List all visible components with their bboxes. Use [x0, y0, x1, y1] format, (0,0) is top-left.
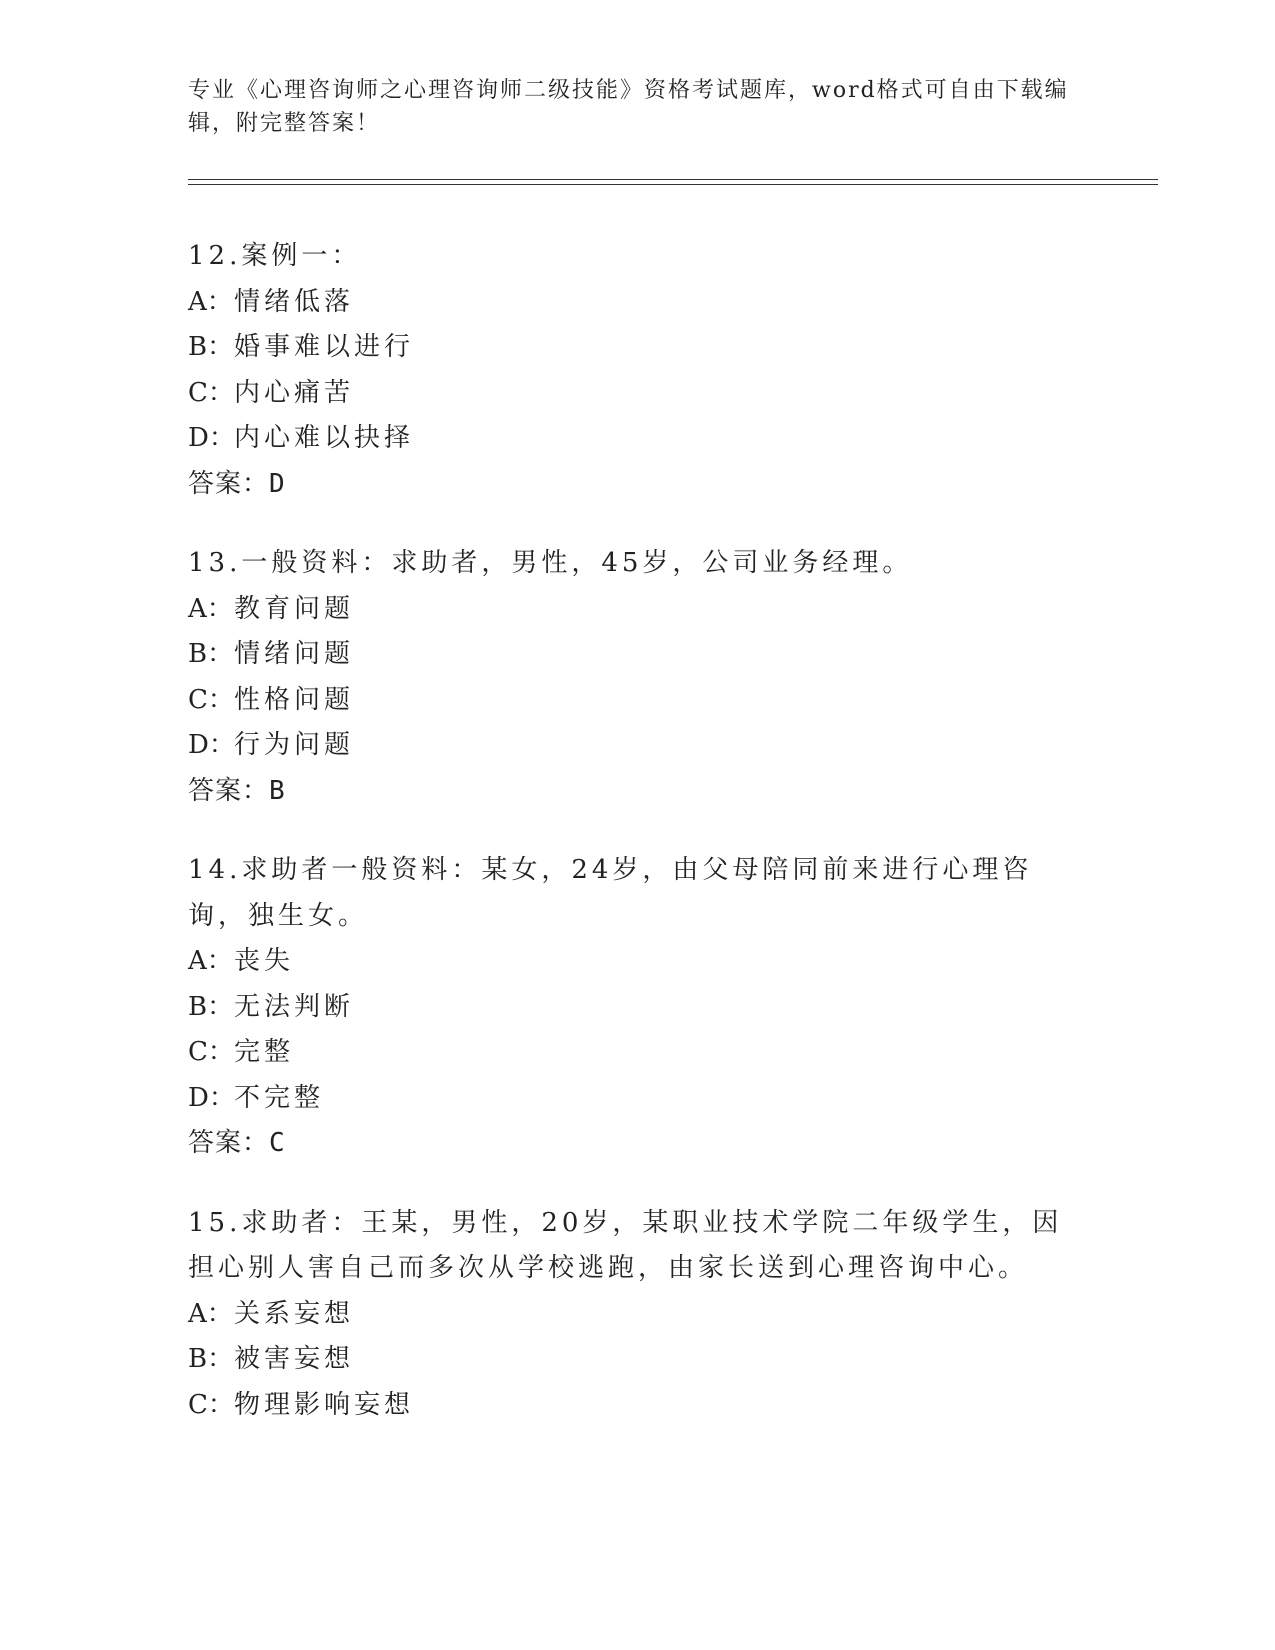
option-key: B：: [188, 332, 234, 362]
option-b: [188, 1337, 1088, 1383]
option-key: A：: [188, 286, 233, 317]
question-stem: 13.一般资料：求助者，男性，45岁，公司业务经理。: [188, 548, 913, 578]
header-divider-top: [188, 179, 1158, 180]
option-text: 丧失: [234, 946, 295, 976]
option-key: B：: [188, 1344, 234, 1374]
option-a: [188, 587, 1088, 633]
question-stem: 12.案例一：: [188, 241, 362, 271]
answer-label: 答案：: [188, 1128, 270, 1158]
option-text: 情绪问题: [234, 639, 355, 669]
option-key: C：: [188, 1037, 234, 1067]
option-a: [188, 1292, 1088, 1338]
option-text: 被害妄想: [234, 1344, 355, 1374]
option-text: 内心痛苦: [234, 377, 355, 408]
option-c: [188, 678, 1088, 724]
option-b: [188, 985, 1088, 1031]
option-text: 内心难以抉择: [234, 423, 415, 453]
option-b: [188, 632, 1088, 678]
option-key: C：: [188, 684, 234, 715]
option-c: [188, 1030, 1088, 1076]
answer-label: 答案：: [188, 468, 270, 499]
option-key: D：: [188, 1082, 235, 1113]
question-14: [188, 848, 1088, 1167]
option-text: 完整: [234, 1037, 295, 1067]
option-text: 关系妄想: [234, 1298, 355, 1329]
answer-line: [188, 1121, 1088, 1167]
option-text: 教育问题: [234, 593, 355, 624]
option-c: [188, 1383, 1088, 1429]
option-text: 情绪低落: [234, 286, 355, 317]
option-b: [188, 325, 1088, 371]
option-d: [188, 416, 1088, 462]
option-key: B：: [188, 991, 234, 1022]
option-text: 无法判断: [234, 991, 355, 1022]
option-key: A：: [188, 593, 233, 624]
answer-value: C: [269, 1128, 285, 1158]
answer-line: [188, 462, 1088, 508]
answer-value: B: [269, 775, 285, 806]
question-stem: 14.求助者一般资料：某女，24岁，由父母陪同前来进行心理咨询，独生女。: [188, 855, 1033, 931]
option-d: [188, 723, 1088, 769]
option-key: A：: [188, 946, 233, 976]
option-key: D：: [188, 423, 235, 453]
option-key: C：: [188, 1389, 234, 1420]
header-divider-bottom: [188, 184, 1158, 185]
option-key: C：: [188, 377, 234, 408]
question-12: [188, 234, 1088, 507]
question-stem: 15.求助者：王某，男性，20岁，某职业技术学院二年级学生，因担心别人害自己而多次从学校逃跑，由家长送到心理咨询中心。: [188, 1207, 1063, 1283]
question-13: [188, 541, 1088, 814]
answer-value: D: [269, 468, 285, 499]
option-text: 不完整: [234, 1082, 325, 1113]
option-key: D：: [188, 730, 235, 760]
option-a: [188, 939, 1088, 985]
question-15: [188, 1201, 1088, 1429]
option-text: 婚事难以进行: [234, 332, 415, 362]
option-c: [188, 371, 1088, 417]
answer-line: [188, 769, 1088, 815]
document-header: 专业《心理咨询师之心理咨询师二级技能》资格考试题库，word格式可自由下载编辑，附完整答案！: [188, 78, 1069, 136]
option-key: B：: [188, 639, 234, 669]
option-text: 物理影响妄想: [234, 1389, 415, 1420]
option-a: [188, 280, 1088, 326]
option-key: A：: [188, 1298, 233, 1329]
option-d: [188, 1076, 1088, 1122]
question-list: [188, 234, 1088, 1462]
option-text: 性格问题: [234, 684, 355, 715]
answer-label: 答案：: [188, 775, 270, 806]
option-text: 行为问题: [234, 730, 355, 760]
